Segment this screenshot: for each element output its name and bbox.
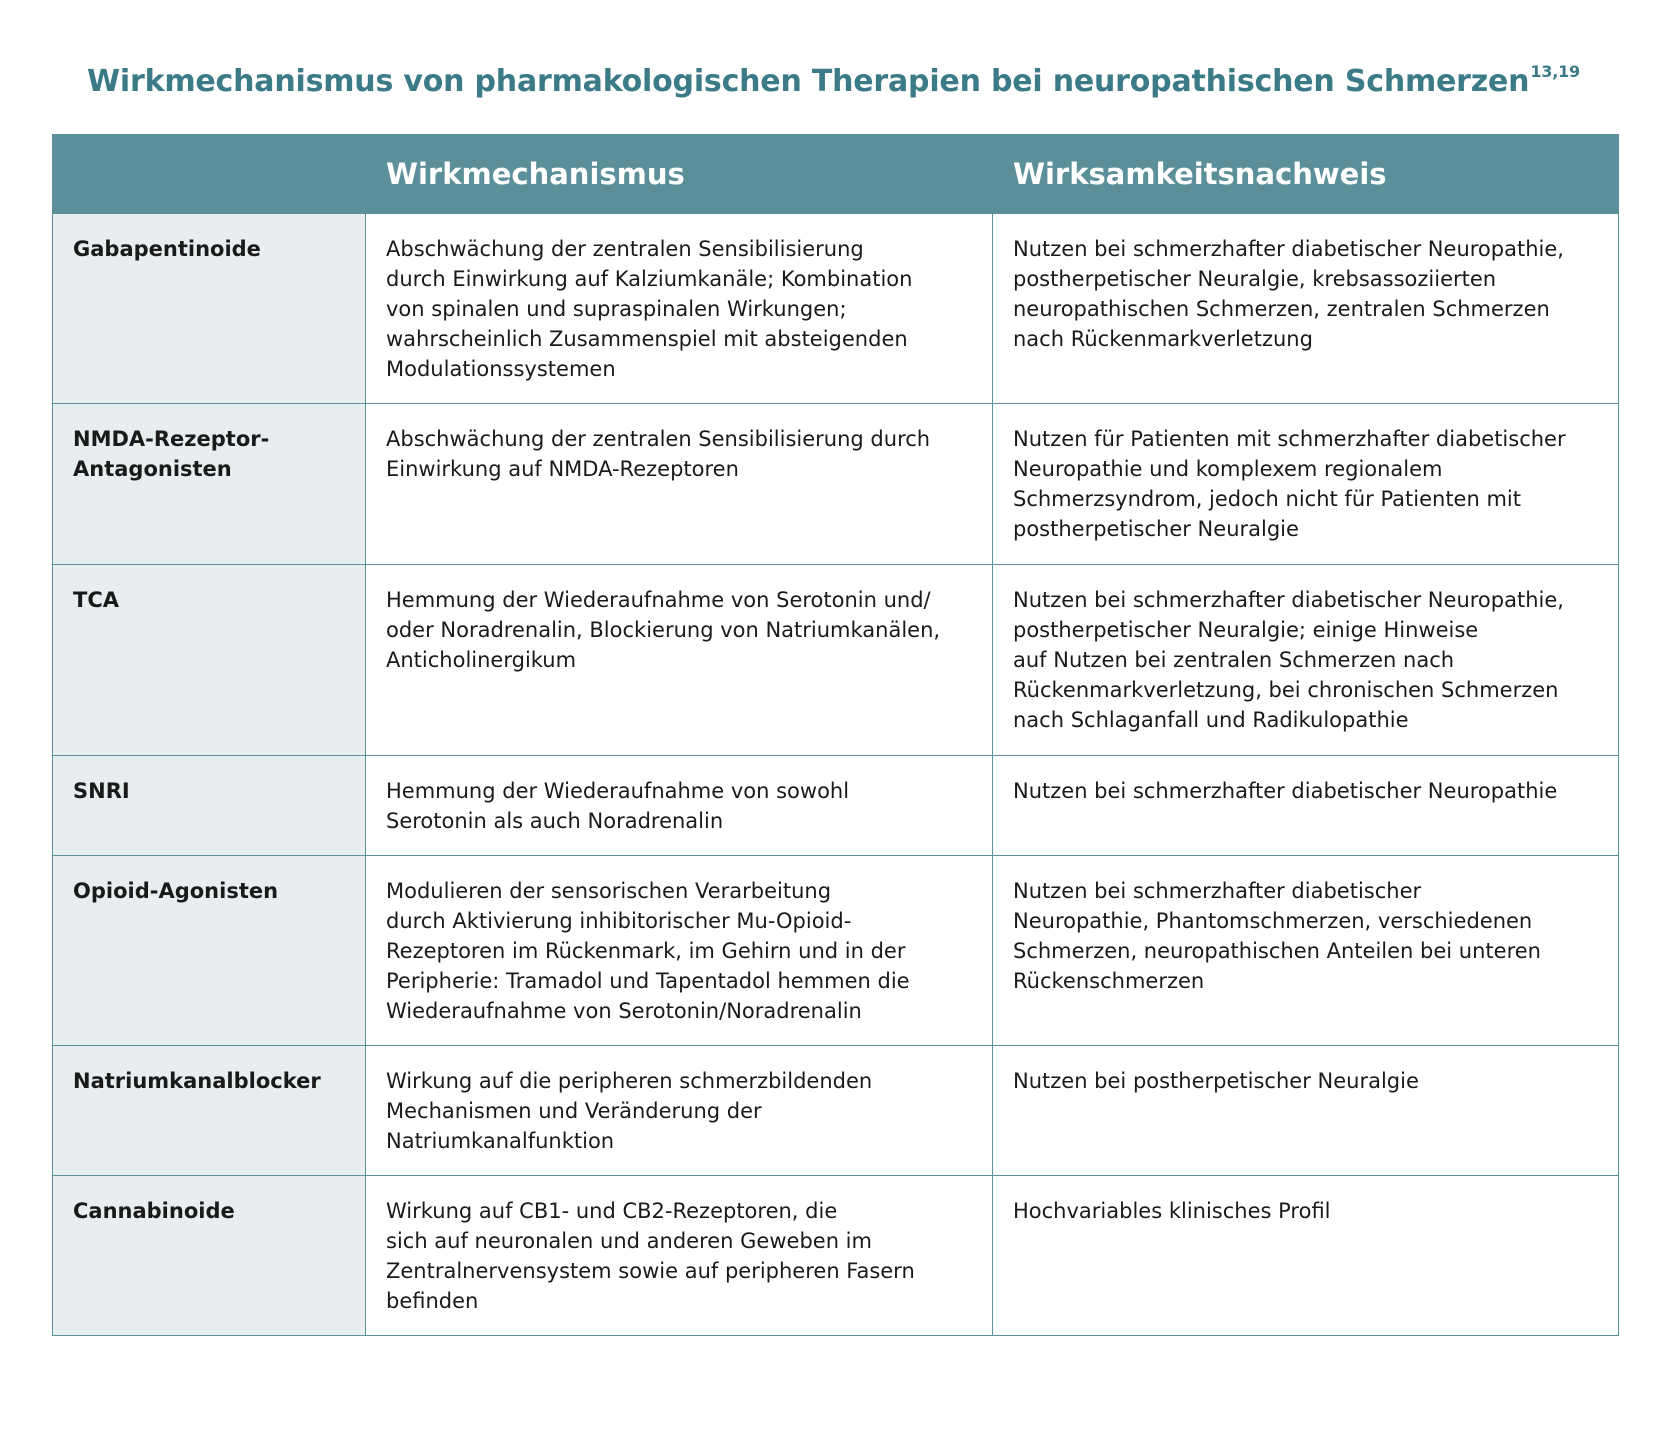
mechanism-cell [366, 565, 993, 756]
table-body [53, 214, 1619, 1336]
table-row [53, 1046, 1619, 1176]
title-reference-superscript: 13,19 [1530, 62, 1580, 82]
therapy-mechanism-table [52, 134, 1619, 1336]
evidence-text: Hochvariables klinisches Profil [1013, 1199, 1331, 1223]
mechanism-text: Modulieren der sensorischen Verarbeitung durch Aktivierung inhibitorischer Mu-Opioid- Rezeptoren im Rückenmark, im Gehirn und in der Peripherie: Tramadol und Tapentadol hemmen die Wiederaufnahme von Serotonin/Noradrenalin [386, 879, 910, 1023]
mechanism-text: Wirkung auf CB1- und CB2-Rezeptoren, die sich auf neuronalen und anderen Geweben im Zentralnervensystem sowie auf peripheren Fasern befinden [386, 1199, 915, 1313]
mechanism-cell [366, 1176, 993, 1336]
mechanism-text: Wirkung auf die peripheren schmerzbildenden Mechanismen und Veränderung der Natriumkanalfunktion [386, 1069, 873, 1153]
title-text: Wirkmechanismus von pharmakologischen Therapien bei neuropathischen Schmerzen [87, 64, 1530, 100]
drug-class-label: SNRI [73, 779, 130, 803]
mechanism-text: Hemmung der Wiederaufnahme von Serotonin und/ oder Noradrenalin, Blockierung von Natriumkanälen, Anticholinergikum [386, 588, 941, 672]
evidence-text: Nutzen bei postherpetischer Neuralgie [1013, 1069, 1419, 1093]
header-empty-cell [53, 135, 366, 214]
evidence-text: Nutzen bei schmerzhafter diabetischer Neuropathie, postherpetischer Neuralgie; einige Hinweise auf Nutzen bei zentralen Schmerzen nach Rückenmarkverletzung, bei chronischen Schmerzen nach Schlaganfall und Radikulopathie [1013, 588, 1564, 732]
mechanism-text: Abschwächung der zentralen Sensibilisierung durch Einwirkung auf NMDA-Rezeptoren [386, 427, 931, 481]
mechanism-text: Hemmung der Wiederaufnahme von sowohl Serotonin als auch Noradrenalin [386, 779, 850, 833]
drug-class-label: NMDA-Rezeptor- Antagonisten [73, 427, 270, 481]
table-row [53, 856, 1619, 1046]
row-header-cell [53, 214, 366, 404]
mechanism-cell [366, 756, 993, 856]
drug-class-label: Cannabinoide [73, 1199, 235, 1223]
header-mechanism: Wirkmechanismus [366, 135, 993, 214]
evidence-cell [993, 214, 1619, 404]
evidence-text: Nutzen bei schmerzhafter diabetischer Neuropathie, Phantomschmerzen, verschiedenen Schmerzen, neuropathischen Anteilen bei unteren Rückenschmerzen [1013, 879, 1541, 993]
table-row [53, 756, 1619, 856]
mechanism-cell [366, 856, 993, 1046]
row-header-cell [53, 756, 366, 856]
evidence-cell [993, 756, 1619, 856]
row-header-cell [53, 565, 366, 756]
table-header [53, 135, 1619, 214]
page-title [0, 64, 1667, 99]
evidence-cell [993, 404, 1619, 565]
evidence-text: Nutzen für Patienten mit schmerzhafter diabetischer Neuropathie und komplexem regionalem Schmerzsyndrom, jedoch nicht für Patienten mit postherpetischer Neuralgie [1013, 427, 1566, 541]
table-row [53, 214, 1619, 404]
drug-class-label: Opioid-Agonisten [73, 879, 279, 903]
mechanism-cell [366, 1046, 993, 1176]
row-header-cell [53, 404, 366, 565]
header-row [53, 135, 1619, 214]
drug-class-label: TCA [73, 588, 119, 612]
evidence-cell [993, 856, 1619, 1046]
table-row [53, 1176, 1619, 1336]
evidence-cell [993, 565, 1619, 756]
table-row [53, 404, 1619, 565]
drug-class-label: Gabapentinoide [73, 237, 261, 261]
row-header-cell [53, 1046, 366, 1176]
table-row [53, 565, 1619, 756]
header-evidence: Wirksamkeitsnachweis [993, 135, 1619, 214]
evidence-text: Nutzen bei schmerzhafter diabetischer Neuropathie [1013, 779, 1558, 803]
mechanism-cell [366, 214, 993, 404]
evidence-cell [993, 1046, 1619, 1176]
evidence-text: Nutzen bei schmerzhafter diabetischer Neuropathie, postherpetischer Neuralgie, krebsassoziierten neuropathischen Schmerzen, zentralen Schmerzen nach Rückenmarkverletzung [1013, 237, 1564, 351]
mechanism-text: Abschwächung der zentralen Sensibilisierung durch Einwirkung auf Kalziumkanäle; Kombination von spinalen und supraspinalen Wirkungen; wahrscheinlich Zusammenspiel mit absteigenden Modulationssystemen [386, 237, 913, 381]
evidence-cell [993, 1176, 1619, 1336]
mechanism-cell [366, 404, 993, 565]
drug-class-label: Natriumkanalblocker [73, 1069, 321, 1093]
row-header-cell [53, 1176, 366, 1336]
row-header-cell [53, 856, 366, 1046]
